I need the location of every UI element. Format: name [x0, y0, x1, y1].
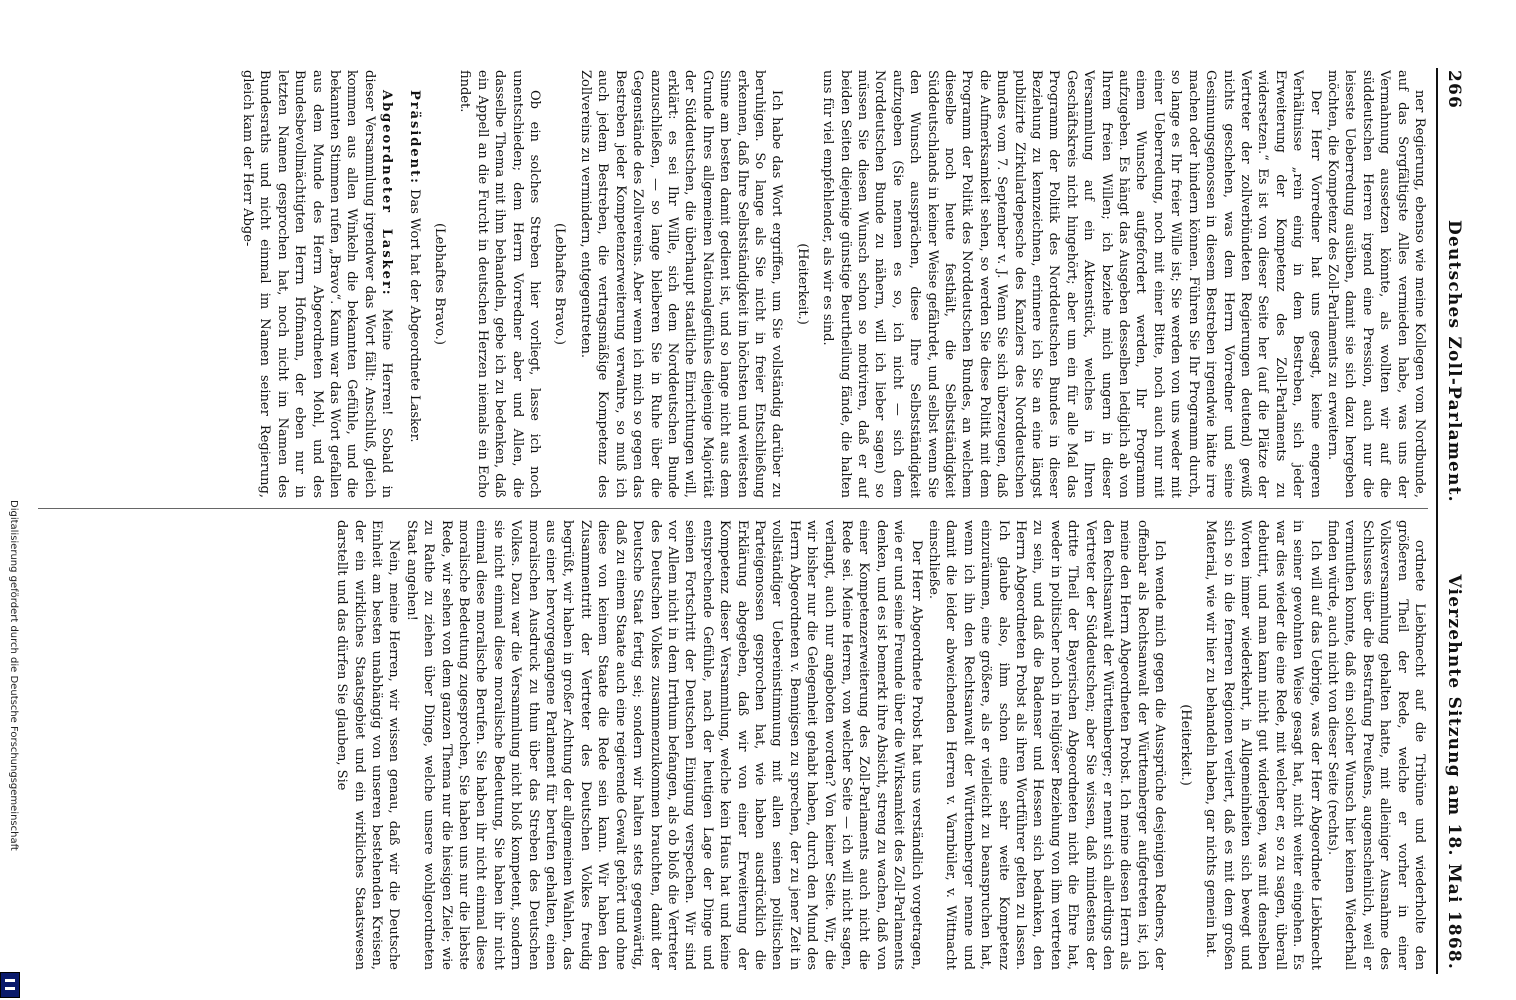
applause-note: (Lebhaftes Bravo.) — [552, 222, 568, 346]
page-header — [1436, 70, 1464, 970]
speech-text: Meine Herren! Sobald in dieser Versammlung irgendwer das Wort fällt: Anschluß, gleich kommen aus allen Winkeln die bekannten Gefühle, und die bekannten Stimmen rufen „Bravo“. Kaum war das Wort gefallen aus dem Munde des Herrn Abgeordneten Mohl, und des Bundesbevollmächtigten Herrn Hofmann, der eben nur in letzten Namen gesprochen hat, noch nicht im Namen des Bundesraths und nicht einmal im Namen seiner Regierung, gleich kam der Herr Abge- — [240, 70, 395, 498]
applause-note: (Heiterkeit.) — [794, 243, 810, 325]
paragraph — [1324, 520, 1428, 970]
digitization-credit — [4, 500, 22, 1000]
header-rule — [1436, 68, 1438, 974]
publication-title: Deutsches Zoll-Parlament. — [1444, 220, 1464, 503]
paragraph: Nein, meine Herren, wir wissen genau, daß wir die Deutsche Einheit am besten unabhängig von unseren bestehenden Kreisen, der ein wirkliches Staatsgebiet und ein wirkliches Staatswesen darstellt und das dürfen Sie glauben, Sie — [334, 520, 402, 970]
paragraph: Ob ein solches Streben hier vorliegt, lasse ich noch unentschieden; dem Herrn Vorredner aber und Allen, die dasselbe Thema mit ihm behandeln, gebe ich zu bedenken, daß ein Appell an die Furcht in deutschen Herzen niemals ein Echo findet. — [457, 70, 543, 498]
applause-note: (Lebhaftes Bravo.) — [432, 222, 448, 346]
speaker-label: Abgeordneter Lasker: — [379, 90, 395, 297]
paragraph: Ich habe das Wort ergriffen, um Sie vollständig darüber zu beruhigen. So lange als Sie nicht in freier Entschließung erkennen, daß Ihre Selbstständigkeit im höchsten und weitesten Sinne am besten damit gedient ist, und so lange nicht aus dem Grunde Ihres allgemeinen Nationalgefühles diejenige Majorität der Süddeutschen, die überhaupt staatliche Einrichtungen will, erklärt: es sei Ihr Wille, sich dem Norddeutschen Bunde anzuschließen, — so lange bleiberen Sie in Ruhe über die Gegenstände des Zollvereins. Aber wenn ich mich so gegen das Bestreben jeder Kompetenzerweiterung verwahre, so muß ich auch jedem Bestreben, die vertragsmäßige Kompetenz des Zollvereins zu vermindern, entgegentreten. — [577, 70, 785, 498]
speaker-text: Das Wort hat der Abgeordnete Lasker. — [406, 189, 422, 443]
laughter-note: (Heiterkeit.) — [1177, 704, 1193, 786]
paragraph: Der Herr Abgeordnete Probst hat uns verständlich vorgetragen, wie er und seine Freunde über die Wirksamkeit des Zoll-Parlaments denken, und es ist bemerkt ihre Absicht, streng zu wachen, daß von einer Kompetenzerweiterung des Zoll-Parlaments auch nicht die Rede sei. Meine Herren, von welcher Seite — ich will nicht sagen, verlangt, auch nur angeboten worden? Von keiner Seite. Wir, die wir bisher nur die Gelegenheit gehabt haben, durch den Mund des Herrn Abgeordneten v. Bennigsen zu sprechen, der zu jener Zeit in vollständiger Uebereinstimmung mit allen seinen politischen Parteigenossen gesprochen hat, wie haben ausdrücklich die Erklärung abgegeben, daß wir von einer Erweiterung der Kompetenz dieser Versammlung, welche kein Haus hat und keine entsprechende Gefühle, nach der heutigen Lage der Dinge und seinen Fortschritt der Deutschen Einigung verspechen. Wir sind vor Allem nicht in dem Irrthum befangen, als ob bloß die Vertreter des Deutschen Volkes zusammenzukommen brauchten, damit der Deutsche Staat fertig sei; sondern wir halten stets gegenwärtig, daß zu einem Staate auch eine regierende Gewalt gehört und ohne diese von keinem Staate die Rede sein kann. Wir haben den Zusammentritt der Vertreter des Deutschen Volkes freudig begrüßt, wir haben in großer Achtung der allgemeinen Wahlen, das aus einer hervorgegangene Parlament für berufen gehalten, einen moralischen Ausdruck zu thun über das Streben des Deutschen Volkes. Dazu war die Versammlung nicht bloß kompetent, sondern sie nicht einmal diese moralische Bedeutung, Sie haben ihr nicht einmal diese moralische Berufen. Sie haben ihr nicht einmal diese moralische Bedeutung zugesprochen, Sie haben uns nur die liebste Rede, wir sehen von dem ganzen Thema nur die hiesigen Ziele; wie zu Rathe zu ziehen über Dinge, welche unsere wohlgeordneten Staat angehen! — [403, 520, 924, 970]
speech-line — [239, 70, 396, 498]
speaker-label: Präsident: — [406, 90, 422, 185]
column-separator — [38, 508, 1428, 509]
paragraph: Der Herr Vorredner hat uns gesagt, keine engeren Verhältnisse „rein einig in dem Bestreben, sich jeder Erweiterung der Kompetenz des Zoll-Parlaments zu widersetzen.“ Es ist von dieser Seite her (auf die Plätze der Vertreter der zollverbündeten Regierungen deutend) gewiß nichts geschehen, was dem Herrn Vorredner und seine Gesinnungsgenossen in diesem Bestreben irgendwie hätte irre machen oder hindern können. Führen Sie Ihr Programm durch, so lange es Ihr freier Wille ist; Sie werden von uns weder mit einer Ueberredung, noch mit einer Bitte, noch auch nur mit einem Wunsche aufgefordert werden, Ihr Programm aufzugeben. Es hängt das Ausgeben desselben lediglich ab von Ihrem freien Willen; ich beziehe mich ungern in dieser Versammlung auf ein Aktenstück, welches in Ihren Geschäftskreis nicht hingehört; aber um ein für alle Mal das Programm der Politik des Norddeutschen Bundes in dieser Beziehung zu kennzeichnen, erinnere ich Sie an eine längst publizirte Zirkulardepesche des Kanzlers des Norddeutschen Bundes vom 7. September v. J. Wenn Sie sich überzeugen, daß die Aufmerksamkeit sehen, so werden Sie diese Politik mit dem Programm der Politik des Norddeutschen Bundes, an welchem dieselbe noch heute festhält, die Selbstständigkeit Süddeutschlands in keiner Weise gefährdet, und selbst wenn Sie den Wunsch aussprächen, diese Ihre Selbstständigkeit aufzugeben (Sie nennen es so, ich nicht — sich dem Norddeutschen Bunde zu nähern, will ich lieber sagen) so müssen Sie diesen Wunsch schon so motiviren, daß er auf beiden Seiten diejenige günstige Beurtheilung fände, die halten uns für viel empfehlender, als wir es sind. — [820, 70, 1323, 498]
dfg-logo — [0, 972, 20, 998]
credit-text: Digitalisierung gefördert durch die Deutsche Forschungsgemeinschaft — [8, 500, 19, 851]
inline-note: (rechts). — [1324, 799, 1340, 856]
page-number: 266 — [1444, 70, 1464, 110]
president-line — [405, 70, 422, 498]
paragraph: Ich wende mich gegen die Aussprüche desjenigen Redners, der offenbar als Rechtsanwalt der Württemberger aufgetreten ist, ich meine den Herrn Abgeordneten Probst. Ich meine diesen Herrn als den Rechtsanwalt der Württemberger; er nennt sich allerdings den Vertreter der Süddeutschen; aber Sie wissen, daß mindestens der dritte Theil der Bayerischen Abgeordneten nicht die Ehre hat, weder in politischer noch in religiöser Beziehung von ihm vertreten zu sein, und daß die Badenser und Hessen sich bedanken, den Herrn Abgeordneten Probst als ihren Wortführer gelten zu lassen. Ich glaube also, ihm schon eine sehr weite Kompetenz einzuräumen, eine größere, als er vielleicht zu beanspruchen hat, wenn ich ihn den Rechtsanwalt der Württemberger nenne und damit die leider abweichenden Herren v. Varnbüler, v. Wittnacht einschließe. — [926, 520, 1168, 970]
text-column-left — [28, 70, 1428, 498]
paragraph-text: ordnete Liebknecht auf die Tribüne und wiederholte den größeren Theil der Rede, welche er vorher in einer Volksversammlung gehalten hatte, mit alleiniger Ausnahme des Schlusses über die Bestrafung Preußens, augenscheinlich, weil er vermuthen konnte, daß ein solcher Wunsch hier keinen Wiederhall finden würde, auch nicht von dieser Seite — [1324, 520, 1427, 970]
session-title: Vierzehnte Sitzung am 18. Mai 1868. — [1444, 574, 1464, 970]
paragraph: ner Regierung, ebenso wie meine Kollegen vom Nordbunde, auf das Sorgfältigste Alles vermieden habe, was uns der Vermahnung aussetzen könnte, als wollten wir auf die süddeutschen Herren irgend eine Pression, auch nur die leiseste Ueberredung ausüben, damit sie sich dazu hergeben möchten, die Kompetenz des Zoll-Parlaments zu erweitern. — [1324, 70, 1427, 498]
paragraph: Ich will auf das Uebrige, was der Herr Abgeordnete Liebknecht in seiner gewohnten Weise gesagt hat, nicht weiter eingehen. Es war dies wieder die eine Rede, mit welcher er, so zu sagen, überall debutirt, und man kann nicht gut widerlegen, was mit denselben Worten immer wiederkehrt, in Allgemeinheiten sich bewegt und sich so in die ferneren Regionen verliert, daß es mit dem großen Material, wie wir hier zu behandeln haben, gar nichts gemein hat. — [1203, 520, 1323, 970]
text-column-right — [28, 520, 1428, 970]
